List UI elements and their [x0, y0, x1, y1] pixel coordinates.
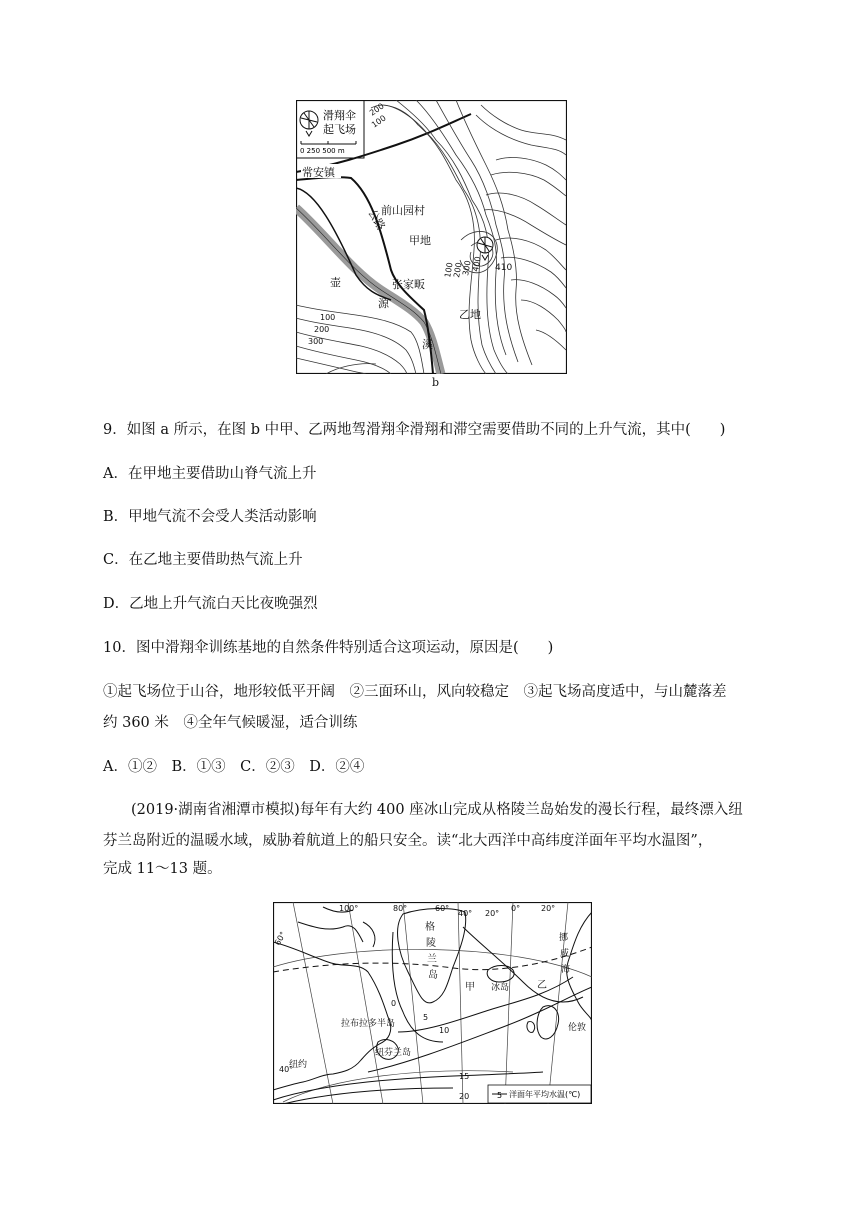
label-site-jia: 甲地	[409, 234, 431, 247]
contour-label: 300	[308, 337, 324, 346]
label-road: 公路	[365, 207, 388, 233]
lat-label: 60°	[273, 930, 288, 947]
contour-label: 100	[320, 313, 336, 322]
lon-label: 40°	[458, 909, 473, 918]
question-9-option-d: D．乙地上升气流白天比夜晚强烈	[103, 596, 318, 612]
legend-title-line1: 滑翔伞	[323, 109, 356, 122]
intro-line3: 完成 11～13 题。	[103, 861, 222, 877]
greenland-label-3: 兰	[427, 954, 437, 965]
greenland-label-4: 岛	[428, 970, 438, 981]
question-9-stem: 9．如图 a 所示，在图 b 中甲、乙两地驾滑翔伞滑翔和滞空需要借助不同的上升气流，其中( )	[103, 422, 726, 438]
label-jia: 甲	[465, 982, 475, 993]
label-qianshanyuan-village: 前山园村	[381, 204, 425, 217]
question-10-stem: 10．图中滑翔伞训练基地的自然条件特别适合这项运动，原因是( )	[103, 640, 554, 656]
contour-label: 300	[461, 259, 473, 277]
contour-label: 100	[443, 261, 455, 279]
sst-legend	[488, 1085, 591, 1103]
label-river-yuan: 源	[378, 297, 389, 310]
contour-label: 200	[314, 325, 330, 334]
question-9-option-b: B．甲地气流不会受人类活动影响	[103, 509, 317, 525]
question-9-option-c: C．在乙地主要借助热气流上升	[103, 552, 303, 568]
question-9-option-a: A．在甲地主要借助山脊气流上升	[103, 466, 317, 482]
label-newyork: 纽约	[289, 1060, 308, 1070]
lon-label: 80°	[393, 904, 408, 913]
label-peak-elevation: 410	[495, 263, 513, 273]
label-river-hu: 壶	[330, 276, 341, 289]
question-10-statements-line1: ①起飞场位于山谷，地形较低平开阔 ②三面环山，风向较稳定 ③起飞场高度适中，与山麓落差	[103, 684, 727, 700]
contour-label: 100	[369, 113, 388, 130]
label-river-xi: 溪	[422, 338, 433, 351]
contour-label: 200	[452, 261, 464, 279]
scale-bar-label: 0 250 500 m	[300, 147, 345, 155]
lon-label: 20°	[485, 909, 500, 918]
label-norwegian-sea-3: 海	[561, 965, 571, 975]
isotherm-label-20: 20	[459, 1092, 470, 1101]
lon-label: 60°	[435, 904, 450, 913]
label-london: 伦敦	[568, 1023, 587, 1033]
label-site-yi: 乙地	[459, 308, 481, 321]
legend-title-line2: 起飞场	[323, 123, 356, 136]
legend-value: 5	[497, 1091, 503, 1100]
figure-b-caption: b	[432, 376, 440, 389]
isotherm-label-0: 0	[391, 999, 397, 1008]
question-10-statements-line2: 约 360 米 ④全年气候暖湿，适合训练	[103, 715, 358, 731]
isotherm-label-5: 5	[423, 1013, 429, 1022]
lat-label: 40°	[279, 1065, 294, 1074]
intro-line1: (2019·湖南省湘潭市模拟)每年有大约 400 座冰山完成从格陵兰岛始发的漫长行程，最终漂入纽	[131, 802, 743, 818]
lon-label: 20°	[541, 904, 556, 913]
intro-line2: 芬兰岛附近的温暖水域，威胁着航道上的船只安全。读“北大西洋中高纬度洋面年平均水温图”，	[103, 833, 713, 849]
lon-label: 100°	[339, 904, 359, 913]
isotherm-label-10: 10	[439, 1026, 450, 1035]
greenland-label-2: 陵	[426, 938, 436, 949]
lon-label: 0°	[511, 904, 521, 913]
label-zhangjiafan: 张家畈	[392, 278, 425, 291]
label-iceland: 冰岛	[491, 983, 510, 993]
label-norwegian-sea-1: 挪	[559, 933, 569, 943]
contour-label: 400	[471, 255, 483, 273]
greenland-label-1: 格	[425, 922, 435, 933]
question-10-choices: A．①② B．①③ C．②③ D．②④	[103, 759, 365, 775]
label-yi: 乙	[537, 980, 547, 991]
topographic-map-b	[296, 100, 567, 374]
isotherm-label-15: 15	[459, 1072, 470, 1081]
label-changan-town: 常安镇	[302, 166, 335, 179]
label-norwegian-sea-2: 威	[560, 949, 570, 959]
contour-label: 200	[367, 101, 386, 118]
legend-text: 洋面年平均水温(℃)	[509, 1090, 581, 1099]
label-labrador: 拉布拉多半岛	[341, 1019, 396, 1029]
north-atlantic-sst-map	[273, 902, 592, 1104]
label-newfoundland: 纽芬兰岛	[375, 1048, 412, 1058]
